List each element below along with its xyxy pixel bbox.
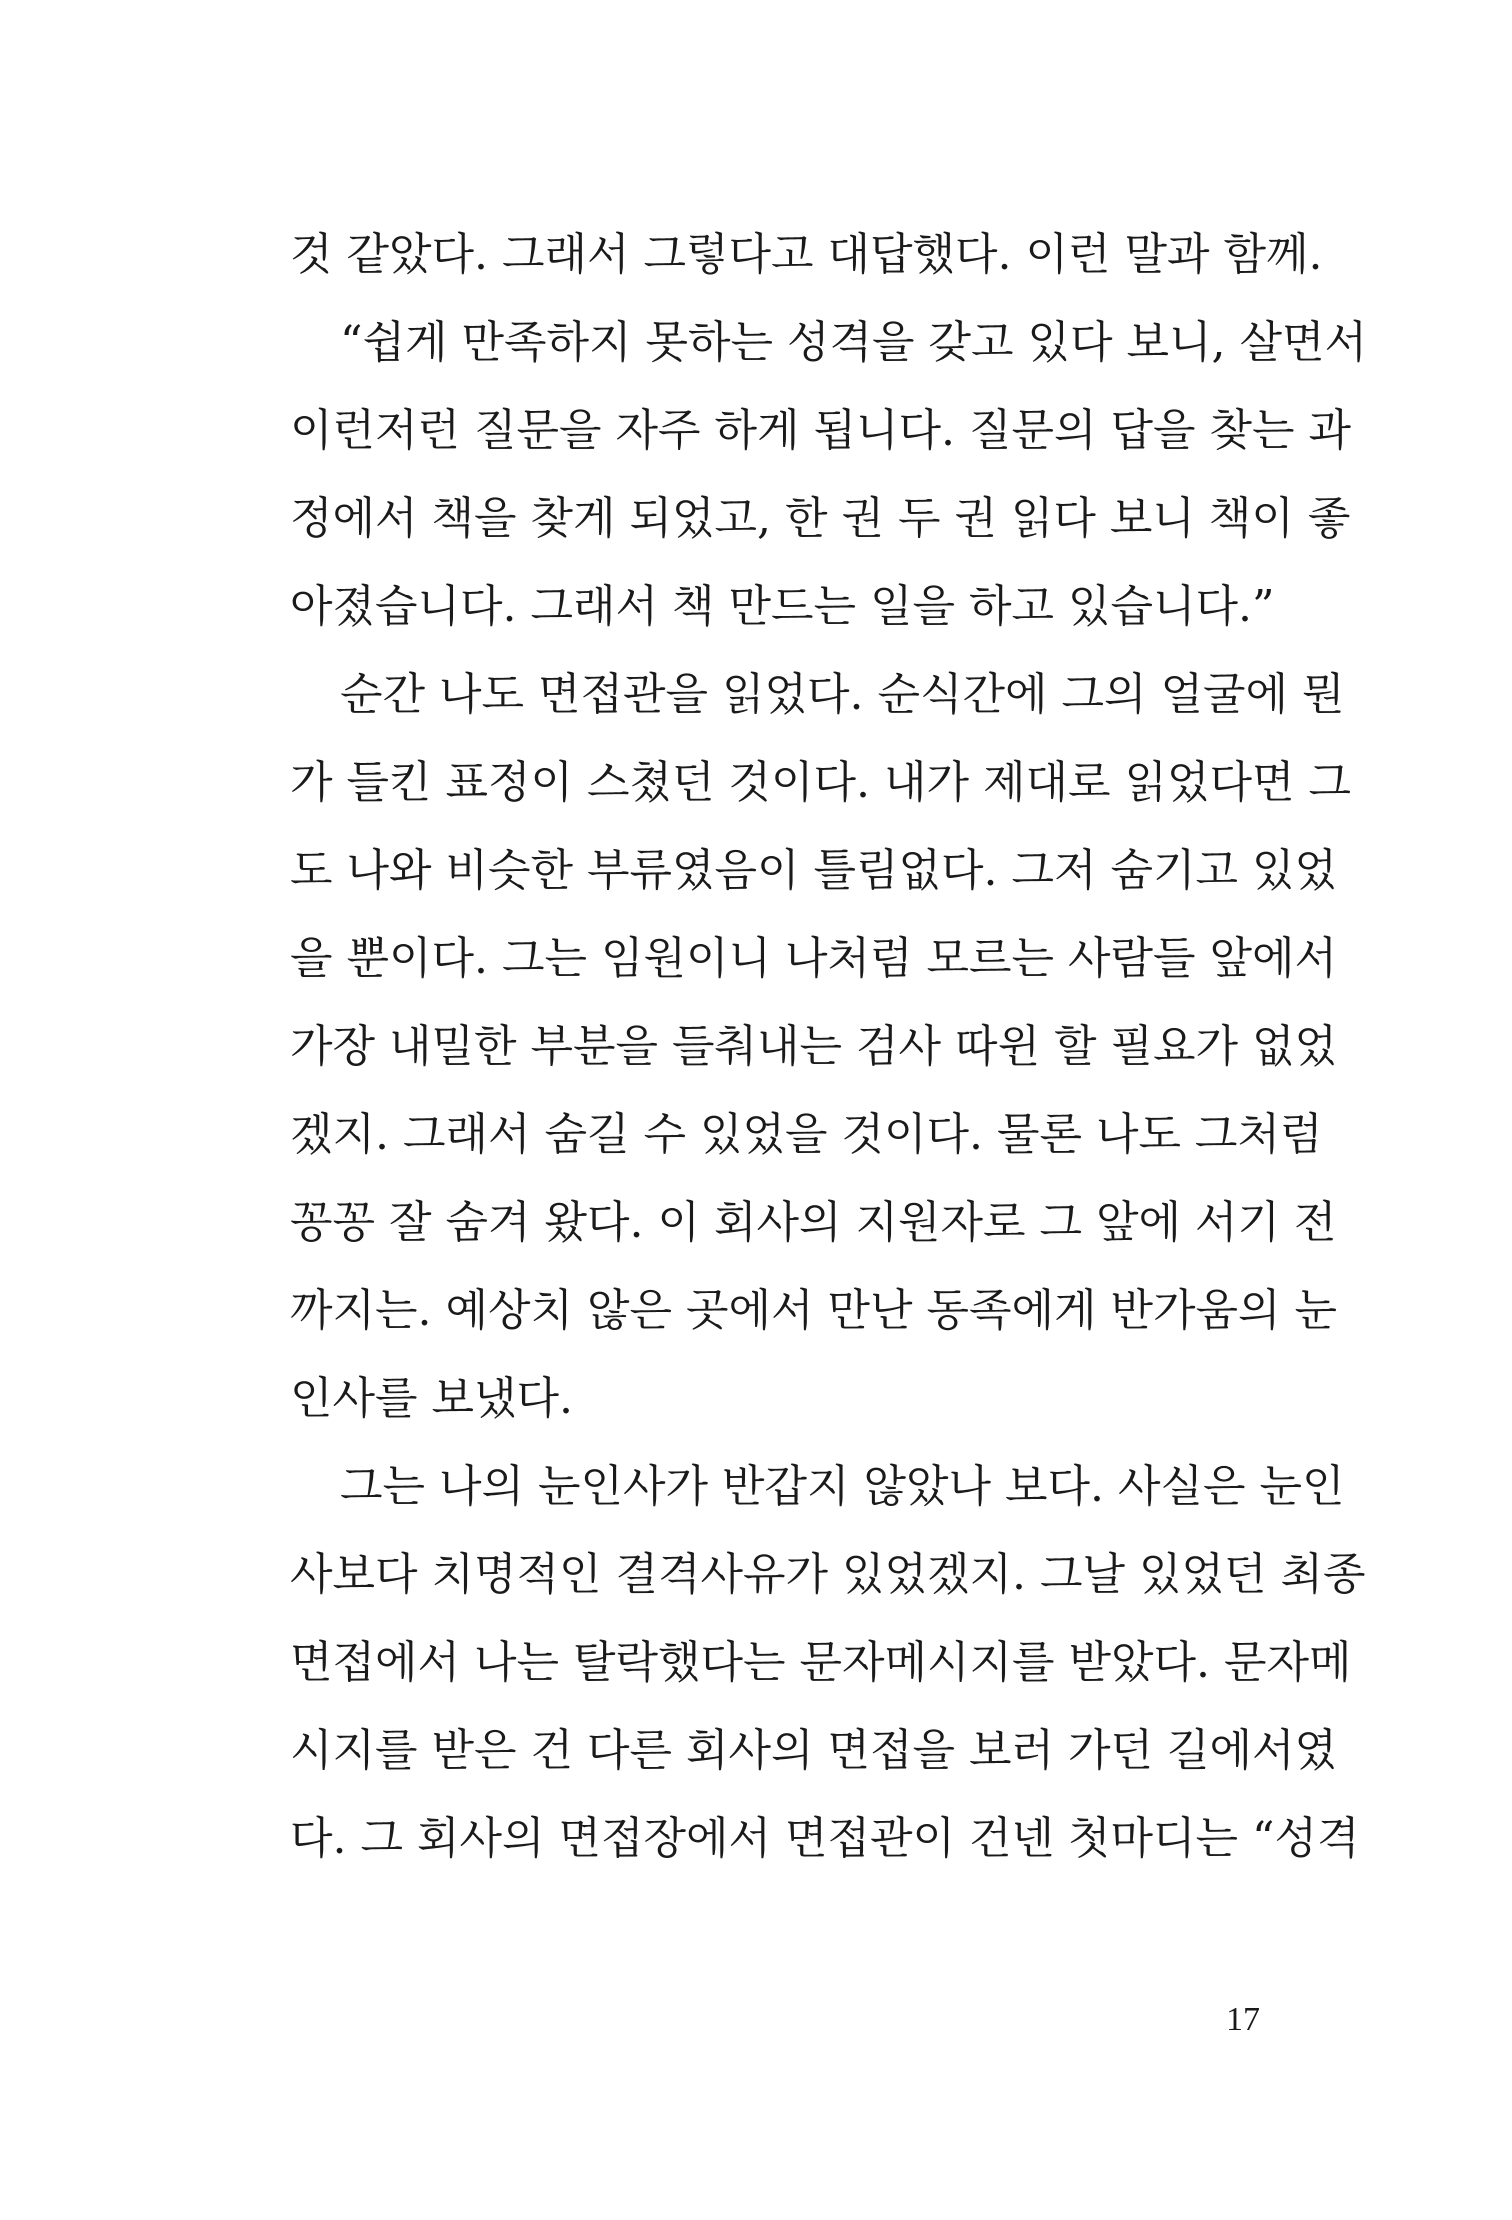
- text-line: 가장 내밀한 부분을 들춰내는 검사 따윈 할 필요가 없었: [290, 1021, 1337, 1072]
- text-line: 면접에서 나는 탈락했다는 문자메시지를 받았다. 문자메: [290, 1637, 1352, 1688]
- text-line: 이런저런 질문을 자주 하게 됩니다. 질문의 답을 찾는 과: [290, 405, 1351, 456]
- text-line: 사보다 치명적인 결격사유가 있었겠지. 그날 있었던 최종: [290, 1549, 1366, 1600]
- text-line: 다. 그 회사의 면접장에서 면접관이 건넨 첫마디는 “성격: [290, 1813, 1360, 1864]
- text-line: 꽁꽁 잘 숨겨 왔다. 이 회사의 지원자로 그 앞에 서기 전: [290, 1197, 1337, 1248]
- text-line: 정에서 책을 찾게 되었고, 한 권 두 권 읽다 보니 책이 좋: [290, 493, 1351, 544]
- text-line: 순간 나도 면접관을 읽었다. 순식간에 그의 얼굴에 뭔: [340, 669, 1345, 720]
- text-line: 아졌습니다. 그래서 책 만드는 일을 하고 있습니다.”: [290, 581, 1275, 632]
- text-line: 을 뿐이다. 그는 임원이니 나처럼 모르는 사람들 앞에서: [290, 933, 1337, 984]
- text-line: 시지를 받은 건 다른 회사의 면접을 보러 가던 길에서였: [290, 1725, 1337, 1776]
- text-line: 그는 나의 눈인사가 반갑지 않았나 보다. 사실은 눈인: [340, 1461, 1345, 1512]
- text-line: 것 같았다. 그래서 그렇다고 대답했다. 이런 말과 함께.: [290, 229, 1323, 280]
- text-line: 인사를 보냈다.: [290, 1373, 573, 1424]
- text-line: 까지는. 예상치 않은 곳에서 만난 동족에게 반가움의 눈: [290, 1285, 1337, 1336]
- text-line: 가 들킨 표정이 스쳤던 것이다. 내가 제대로 읽었다면 그: [290, 757, 1351, 808]
- text-line: “쉽게 만족하지 못하는 성격을 갖고 있다 보니, 살면서: [340, 317, 1367, 368]
- text-line: 도 나와 비슷한 부류였음이 틀림없다. 그저 숨기고 있었: [290, 845, 1337, 896]
- text-line: 겠지. 그래서 숨길 수 있었을 것이다. 물론 나도 그처럼: [290, 1109, 1323, 1160]
- page-number: 17: [1226, 2001, 1260, 2038]
